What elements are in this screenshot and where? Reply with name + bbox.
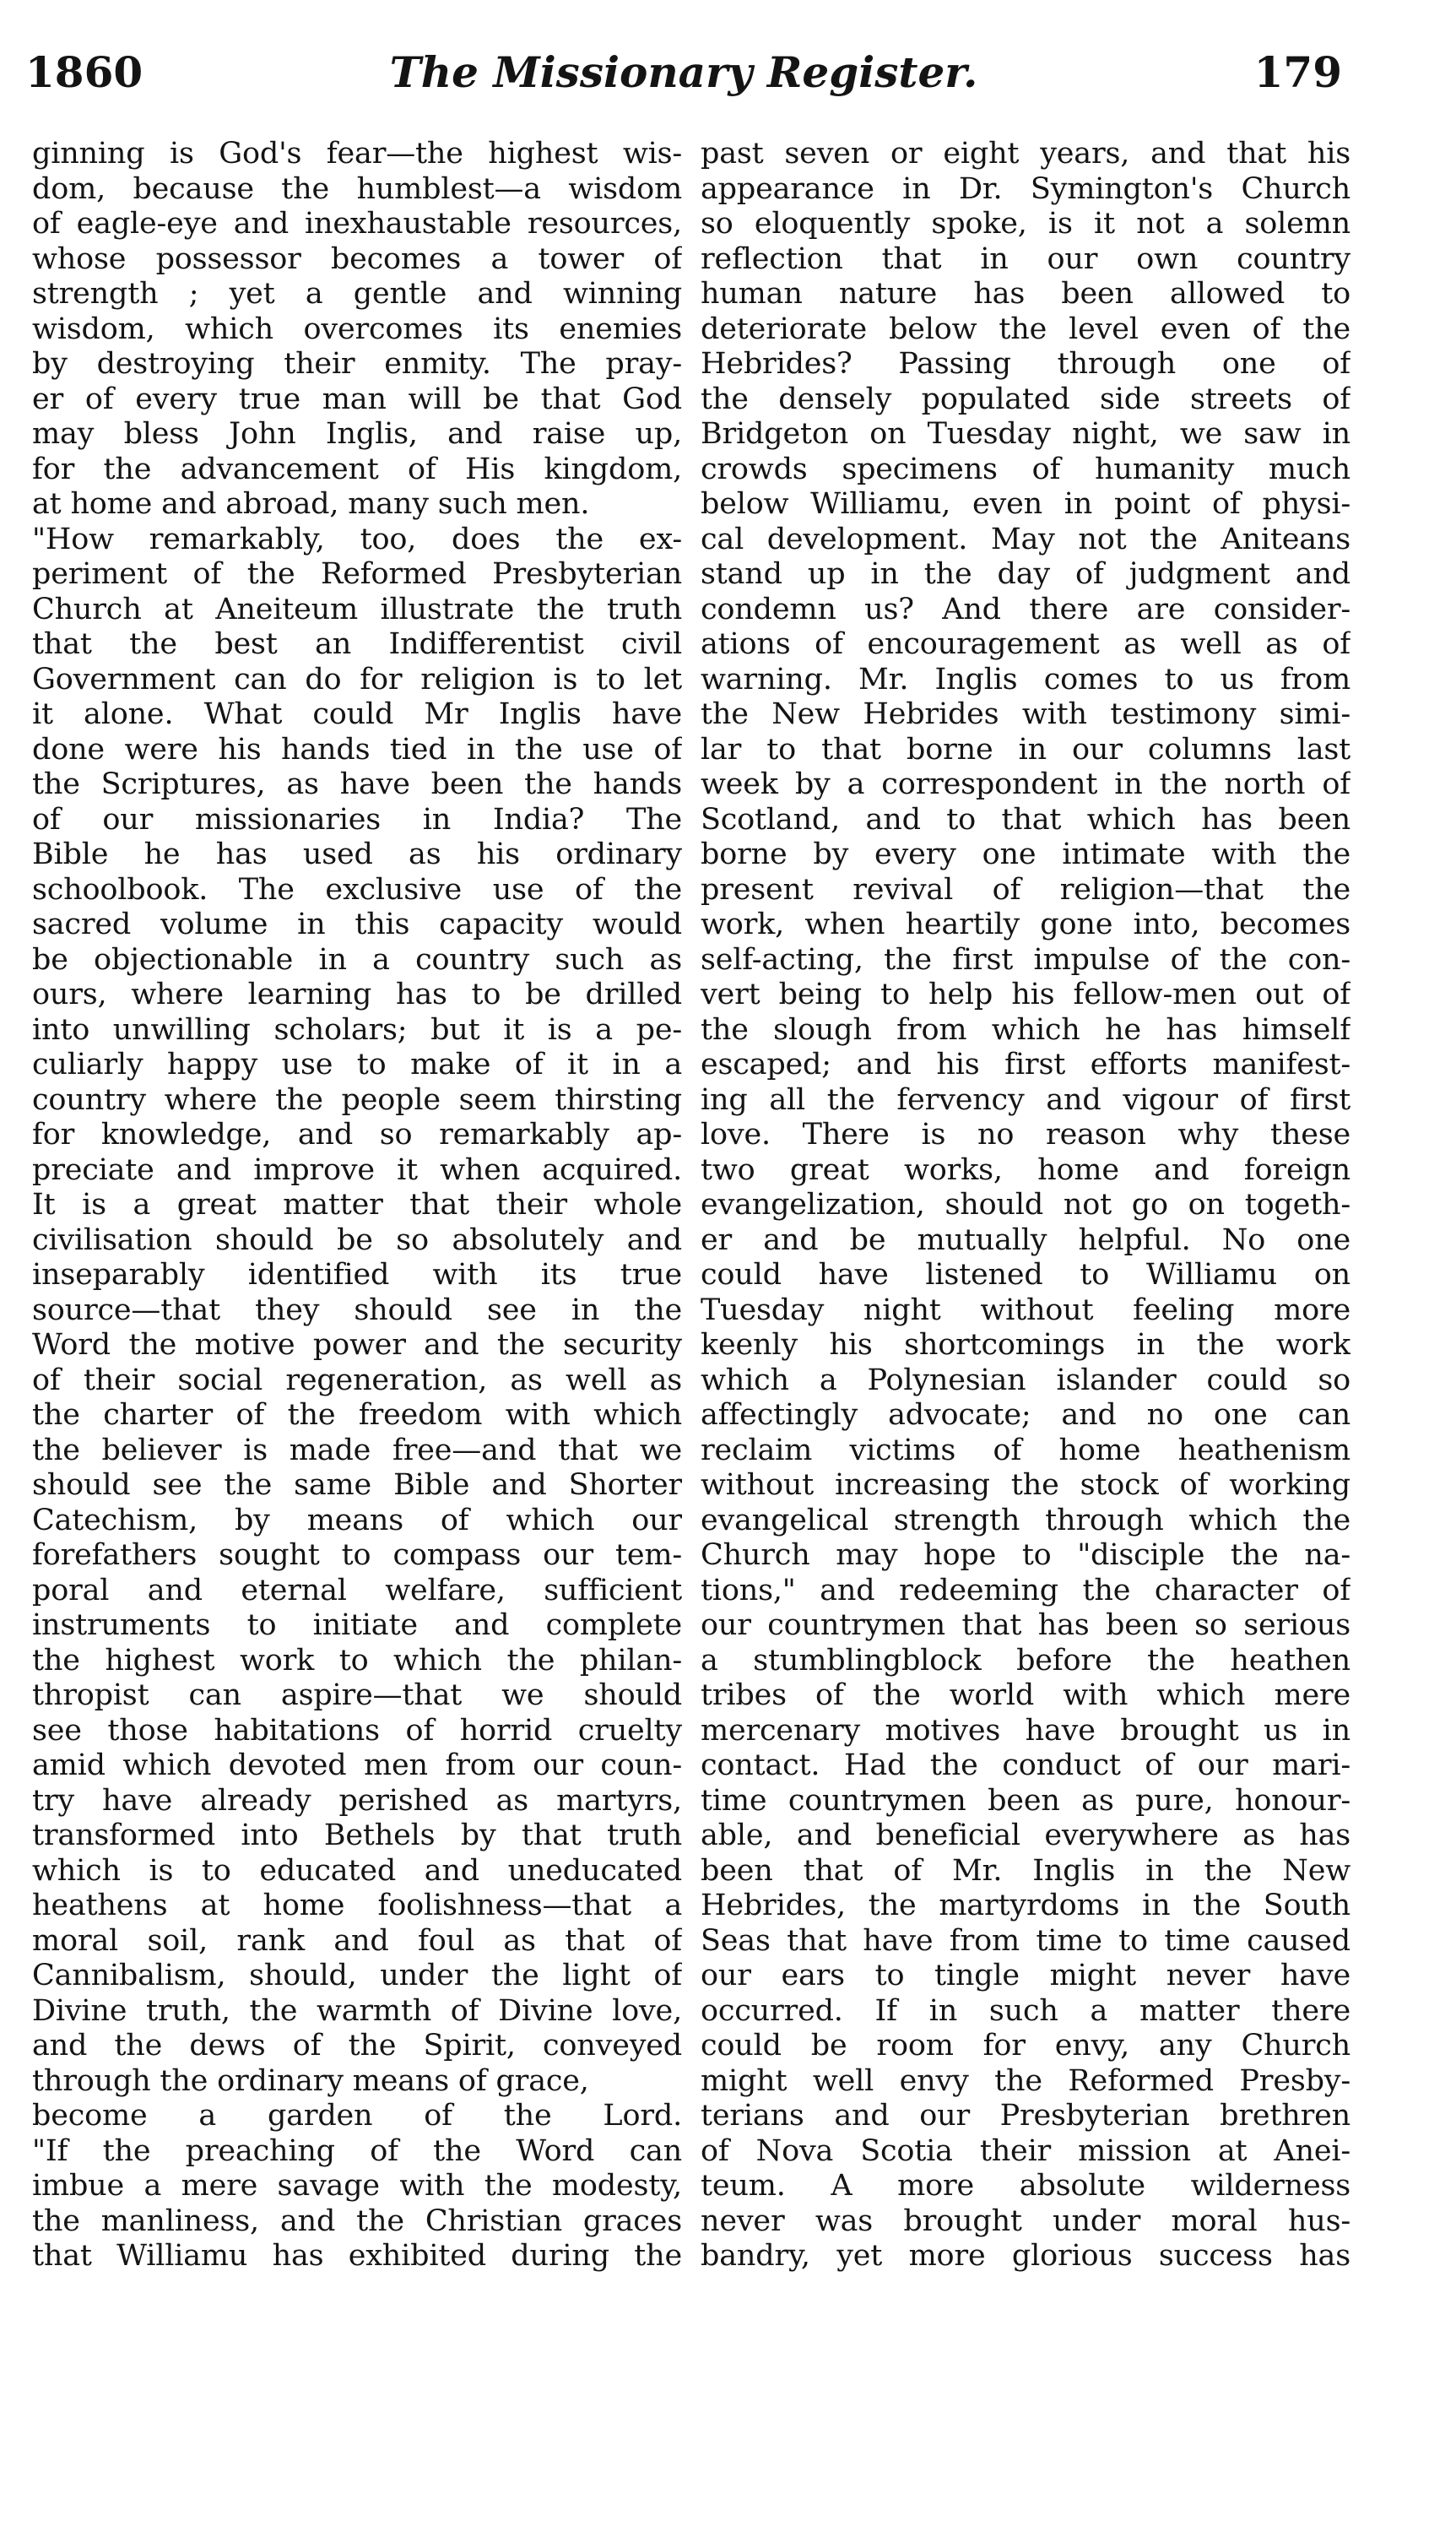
right-column-text-line: evangelical strength through which the: [701, 1503, 1350, 1537]
left-column-text-line: Cannibalism, should, under the light of: [32, 1959, 682, 1992]
right-column-text-line: reclaim victims of home heathenism: [701, 1433, 1350, 1467]
right-column-text-line: condemn us? And there are consider-: [701, 592, 1350, 626]
right-column-text-line: Scotland, and to that which has been: [701, 802, 1350, 837]
left-column-text-line: the manliness, and the Christian graces: [32, 2203, 682, 2238]
right-column-text-line: terians and our Presbyterian brethren: [701, 2099, 1350, 2133]
right-column-text-line: could be room for envy, any Church: [701, 2029, 1350, 2063]
left-column-text-line: thropist can aspire—that we should: [32, 1678, 682, 1712]
right-column-text-line: Bridgeton on Tuesday night, we saw in: [701, 417, 1350, 451]
left-column-text-line: er of every true man will be that God: [32, 382, 682, 416]
right-column-text-line: self-acting, the first impulse of the con-: [701, 942, 1350, 977]
right-column-text-line: present revival of religion—that the: [701, 872, 1350, 907]
left-column-text-line: poral and eternal welfare, sufficient: [32, 1573, 682, 1607]
right-column-text-line: borne by every one intimate with the: [701, 837, 1350, 871]
left-column-text-line: the charter of the freedom with which: [32, 1398, 682, 1432]
left-column-text-line: civilisation should be so absolutely and: [32, 1222, 682, 1257]
right-column-text-line: contact. Had the conduct of our mari-: [701, 1748, 1350, 1782]
right-column-text-line: ations of encouragement as well as of: [701, 627, 1350, 661]
publication-title: The Missionary Register.: [389, 47, 978, 97]
page-number: 179: [1253, 47, 1342, 97]
right-column-text-line: without increasing the stock of working: [701, 1468, 1350, 1502]
right-column-text-line: stand up in the day of judgment and: [701, 557, 1350, 591]
left-column-text-line: should see the same Bible and Shorter: [32, 1468, 682, 1502]
left-column-text-line: for knowledge, and so remarkably ap-: [32, 1118, 682, 1152]
left-column-text-line: the highest work to which the philan-: [32, 1643, 682, 1678]
left-column-text-line: forefathers sought to compass our tem-: [32, 1538, 682, 1572]
left-column-text-line: It is a great matter that their whole: [32, 1188, 682, 1222]
right-column-text-line: keenly his shortcomings in the work: [701, 1328, 1350, 1362]
left-column-text-line: Bible he has used as his ordinary: [32, 837, 682, 871]
left-column-text-line: Government can do for religion is to let: [32, 662, 682, 697]
right-column-text-line: which a Polynesian islander could so: [701, 1363, 1350, 1397]
left-column-text-line: amid which devoted men from our coun-: [32, 1748, 682, 1782]
right-column-text-line: time countrymen been as pure, honour-: [701, 1783, 1350, 1818]
right-column-text-line: crowds specimens of humanity much: [701, 452, 1350, 486]
right-column-text-line: of Nova Scotia their mission at Anei-: [701, 2133, 1350, 2168]
left-column-text-line: Word the motive power and the security: [32, 1328, 682, 1362]
left-column-text-line: the Scriptures, as have been the hands: [32, 767, 682, 801]
right-column-text-line: cal development. May not the Aniteans: [701, 522, 1350, 556]
left-column-text-line: see those habitations of horrid cruelty: [32, 1713, 682, 1748]
right-column: [701, 137, 1350, 2501]
right-column-text-line: teum. A more absolute wilderness: [701, 2169, 1350, 2203]
right-column-text-line: Tuesday night without feeling more: [701, 1293, 1350, 1327]
right-column-text-line: a stumblingblock before the heathen: [701, 1643, 1350, 1678]
right-column-text-line: evangelization, should not go on togeth-: [701, 1188, 1350, 1222]
left-column-text-line: be objectionable in a country such as: [32, 942, 682, 977]
right-column-text-line: Hebrides, the martyrdoms in the South: [701, 1889, 1350, 1922]
left-column-text-line: strength ; yet a gentle and winning: [32, 277, 682, 311]
right-column-text-line: bandry, yet more glorious success has: [701, 2239, 1350, 2273]
right-column-text-line: our countrymen that has been so serious: [701, 1608, 1350, 1642]
left-column-text-line: become a garden of the Lord.: [32, 2099, 682, 2133]
left-column-text-line: ginning is God's fear—the highest wis-: [32, 137, 682, 171]
left-column-text-line: wisdom, which overcomes its enemies: [32, 312, 682, 346]
left-column-text-line: Church at Aneiteum illustrate the truth: [32, 592, 682, 626]
right-column-text-line: er and be mutually helpful. No one: [701, 1222, 1350, 1257]
right-column-text-line: below Williamu, even in point of physi-: [701, 487, 1350, 521]
right-column-text-line: lar to that borne in our columns last: [701, 732, 1350, 767]
right-column-text-line: Church may hope to "disciple the na-: [701, 1538, 1350, 1572]
right-column-text-line: week by a correspondent in the north of: [701, 767, 1350, 801]
right-column-text-line: could have listened to Williamu on: [701, 1258, 1350, 1292]
left-column-text-line: may bless John Inglis, and raise up,: [32, 417, 682, 451]
right-column-text-line: human nature has been allowed to: [701, 277, 1350, 311]
left-column-text-line: of our missionaries in India? The: [32, 802, 682, 837]
left-column-text-line: Divine truth, the warmth of Divine love,: [32, 1993, 682, 2028]
right-column-text-line: past seven or eight years, and that his: [701, 137, 1350, 171]
right-column-text-line: tribes of the world with which mere: [701, 1678, 1350, 1712]
left-column-text-line: that Williamu has exhibited during the: [32, 2239, 682, 2273]
right-column-text-line: vert being to help his fellow-men out of: [701, 978, 1350, 1011]
left-column: [32, 137, 682, 2501]
right-column-text-line: mercenary motives have brought us in: [701, 1713, 1350, 1748]
left-column-text-line: through the ordinary means of grace,: [32, 2063, 589, 2098]
right-column-text-line: affectingly advocate; and no one can: [701, 1398, 1350, 1432]
left-column-text-line: by destroying their enmity. The pray-: [32, 347, 682, 381]
left-column-text-line: done were his hands tied in the use of: [32, 732, 682, 767]
right-column-text-line: Seas that have from time to time caused: [701, 1923, 1350, 1958]
left-column-text-line: heathens at home foolishness—that a: [32, 1889, 682, 1922]
right-column-text-line: ing all the fervency and vigour of first: [701, 1082, 1350, 1117]
left-column-text-line: of eagle-eye and inexhaustable resources,: [32, 207, 682, 241]
left-column-text-line: sacred volume in this capacity would: [32, 908, 682, 941]
left-column-text-line: transformed into Bethels by that truth: [32, 1819, 682, 1852]
right-column-text-line: able, and beneficial everywhere as has: [701, 1819, 1350, 1852]
page-header: [25, 47, 1342, 106]
right-column-text-line: so eloquently spoke, is it not a solemn: [701, 207, 1350, 241]
left-column-text-line: ours, where learning has to be drilled: [32, 978, 682, 1011]
right-column-text-line: escaped; and his first efforts manifest-: [701, 1048, 1350, 1081]
left-column-text-line: the believer is made free—and that we: [32, 1433, 682, 1467]
header-year: 1860: [25, 47, 143, 97]
right-column-text-line: our ears to tingle might never have: [701, 1959, 1350, 1992]
left-column-text-line: it alone. What could Mr Inglis have: [32, 697, 682, 731]
right-column-text-line: reflection that in our own country: [701, 241, 1350, 276]
right-column-text-line: never was brought under moral hus-: [701, 2203, 1350, 2238]
right-column-text-line: Hebrides? Passing through one of: [701, 347, 1350, 381]
left-column-text-line: and the dews of the Spirit, conveyed: [32, 2029, 682, 2063]
left-column-text-line: Catechism, by means of which our: [32, 1503, 682, 1537]
left-column-text-line: source—that they should see in the: [32, 1293, 682, 1327]
left-column-text-line: that the best an Indifferentist civil: [32, 627, 682, 661]
left-column-text-line: of their social regeneration, as well as: [32, 1363, 682, 1397]
left-column-text-line: imbue a mere savage with the modesty,: [32, 2169, 682, 2203]
left-column-text-line: which is to educated and uneducated: [32, 1853, 682, 1888]
left-column-text-line: "How remarkably, too, does the ex-: [32, 522, 682, 556]
left-column-text-line: at home and abroad, many such men.: [32, 487, 590, 521]
right-column-text-line: appearance in Dr. Symington's Church: [701, 171, 1350, 206]
right-column-text-line: work, when heartily gone into, becomes: [701, 908, 1350, 941]
left-column-text-line: moral soil, rank and foul as that of: [32, 1923, 682, 1958]
left-column-text-line: periment of the Reformed Presbyterian: [32, 557, 682, 591]
right-column-text-line: might well envy the Reformed Presby-: [701, 2063, 1350, 2098]
left-column-text-line: schoolbook. The exclusive use of the: [32, 872, 682, 907]
left-column-text-line: inseparably identified with its true: [32, 1258, 682, 1292]
right-column-text-line: the slough from which he has himself: [701, 1012, 1350, 1047]
right-column-text-line: warning. Mr. Inglis comes to us from: [701, 662, 1350, 697]
right-column-text-line: deteriorate below the level even of the: [701, 312, 1350, 346]
right-column-text-line: two great works, home and foreign: [701, 1152, 1350, 1187]
left-column-text-line: into unwilling scholars; but it is a pe-: [32, 1012, 682, 1047]
left-column-text-line: "If the preaching of the Word can: [32, 2133, 682, 2168]
left-column-text-line: instruments to initiate and complete: [32, 1608, 682, 1642]
left-column-text-line: country where the people seem thirsting: [32, 1082, 682, 1117]
right-column-text-line: the New Hebrides with testimony simi-: [701, 697, 1350, 731]
left-column-text-line: preciate and improve it when acquired.: [32, 1152, 682, 1187]
left-column-text-line: try have already perished as martyrs,: [32, 1783, 682, 1818]
left-column-text-line: culiarly happy use to make of it in a: [32, 1048, 682, 1081]
right-column-text-line: occurred. If in such a matter there: [701, 1993, 1350, 2028]
left-column-text-line: for the advancement of His kingdom,: [32, 452, 682, 486]
right-column-text-line: been that of Mr. Inglis in the New: [701, 1853, 1350, 1888]
right-column-text-line: love. There is no reason why these: [701, 1118, 1350, 1152]
left-column-text-line: dom, because the humblest—a wisdom: [32, 171, 682, 206]
left-column-text-line: whose possessor becomes a tower of: [32, 241, 682, 276]
right-column-text-line: the densely populated side streets of: [701, 382, 1350, 416]
right-column-text-line: tions," and redeeming the character of: [701, 1573, 1350, 1607]
